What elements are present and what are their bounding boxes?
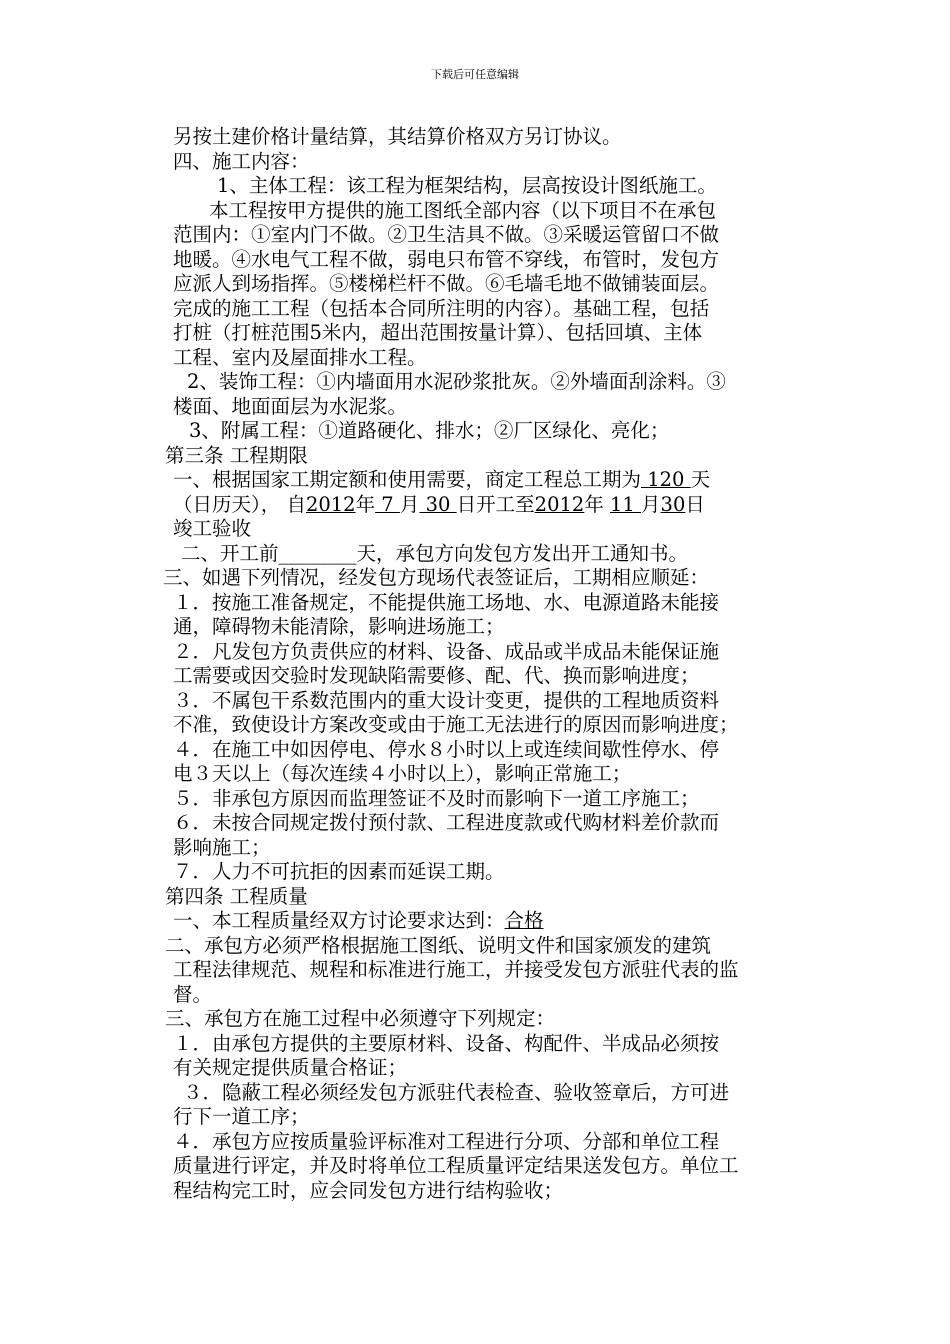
text-line: ４．在施工中如因停电、停水８小时以上或连续间歇性停水、停 <box>173 737 720 761</box>
text-line: 应派人到场指挥。⑤楼梯栏杆不做。⑥毛墙毛地不做铺装面层。 <box>173 272 720 295</box>
text-line: １．由承包方提供的主要原材料、设备、构配件、半成品必须按 <box>173 1031 720 1055</box>
end-year: 2012 <box>534 492 585 516</box>
end-month: 11 <box>610 492 642 516</box>
text-line: 行下一道工序； <box>173 1105 310 1128</box>
text-line: ４．承包方应按质量验评标准对工程进行分项、分部和单位工程 <box>173 1129 720 1153</box>
start-text: 日开工至 <box>456 492 535 516</box>
start-day: 30 <box>419 492 457 516</box>
quality-text: 一、本工程质量经双方讨论要求达到： <box>173 909 505 932</box>
text-line: 二、承包方必须严格根据施工图纸、说明文件和国家颁发的建筑 <box>165 933 712 957</box>
document-body <box>163 125 813 1203</box>
text-line: 不准，致使设计方案改变或由于施工无法进行的原因而影响进度； <box>173 713 739 736</box>
day-char: 日 <box>685 492 705 516</box>
text-line: ６．未按合同规定拨付预付款、工程进度款或代购材料差价款而 <box>173 811 720 834</box>
quality-line <box>173 909 813 934</box>
text-line: 四、施工内容： <box>173 149 310 173</box>
text-line: 三、如遇下列情况，经发包方现场代表签证后，工期相应顺延： <box>163 566 710 589</box>
page-header: 下载后可任意编辑 <box>431 68 519 81</box>
text-line: 竣工验收 <box>173 517 252 540</box>
text-line: 完成的施工工程（包括本合同所注明的内容）。基础工程，包括 <box>173 296 710 320</box>
text-line: 第四条 工程质量 <box>165 884 308 908</box>
text-line: ５．非承包方原因而监理签证不及时而影响下一道工序施工； <box>173 786 700 810</box>
period-unit: 天 <box>690 468 711 491</box>
text-line: ３．不属包干系数范围内的重大设计变更，提供的工程地质资料 <box>173 688 720 712</box>
text-line: 另按土建价格计量结算，其结算价格双方另订协议。 <box>173 125 622 148</box>
total-period-line <box>173 468 813 493</box>
text-line: 工需要或因交验时发现缺陷需要修、配、代、换而影响进度； <box>173 664 700 687</box>
quality-value: 合格 <box>504 909 544 932</box>
contract-text-block-1 <box>165 125 813 468</box>
text-line: 第三条 工程期限 <box>165 443 308 467</box>
text-line: 督。 <box>173 982 213 1006</box>
text-line: 地暖。④水电气工程不做，弱电只布管不穿线，布管时，发包方 <box>173 247 720 271</box>
text-line: 三、承包方在施工过程中必须遵守下列规定： <box>165 1007 556 1030</box>
text-line: 工程、室内及屋面排水工程。 <box>173 345 427 369</box>
text-line: 1、主体工程：该工程为框架结构，层高按设计图纸施工。 <box>217 174 717 197</box>
year-char: 年 <box>584 492 611 516</box>
end-day: 30 <box>660 492 686 516</box>
contract-text-block-3 <box>165 933 813 1204</box>
month-char: 月 <box>399 492 420 516</box>
text-line: 范围内：①室内门不做。②卫生洁具不做。③采暖运管留口不做 <box>173 223 720 246</box>
date-range-line <box>173 493 813 518</box>
text-line: 影响施工； <box>173 835 271 859</box>
start-month: 7 <box>375 492 400 516</box>
text-line: １．按施工准备规定，不能提供施工场地、水、电源道路未能接 <box>173 590 720 614</box>
month-char: 月 <box>641 492 661 516</box>
text-line: 程结构完工时，应会同发包方进行结构验收； <box>173 1178 564 1202</box>
text-line: 3、附属工程：①道路硬化、排水；②厂区绿化、亮化； <box>189 419 670 442</box>
text-line: 电３天以上（每次连续４小时以上），影响正常施工； <box>173 762 632 785</box>
period-text: 一、根据国家工期定额和使用需要，商定工程总工期为 <box>173 468 642 491</box>
text-line: 二、开工前________天，承包方向发包方发出开工通知书。 <box>181 541 689 565</box>
text-line: ７．人力不可抗拒的因素而延误工期。 <box>173 860 505 883</box>
text-line: 质量进行评定，并及时将单位工程质量评定结果送发包方。单位工 <box>173 1154 739 1177</box>
text-line: ２．凡发包方负责供应的材料、设备、成品或半成品未能保证施 <box>173 639 720 663</box>
text-line: 本工程按甲方提供的施工图纸全部内容（以下项目不在承包 <box>209 198 717 222</box>
text-line: 通，障碍物未能清除，影响进场施工； <box>173 615 505 638</box>
text-line: 2、装饰工程：①内墙面用水泥砂浆批灰。②外墙面刮涂料。③ <box>187 370 726 393</box>
text-line: 打桩（打桩范围5米内，超出范围按量计算）、包括回填、主体 <box>173 321 703 344</box>
text-line: 有关规定提供质量合格证； <box>173 1056 408 1079</box>
text-line: ３．隐蔽工程必须经发包方派驻代表检查、验收签章后，方可进 <box>183 1080 730 1104</box>
start-year: 2012 <box>305 492 356 516</box>
text-line: 楼面、地面面层为水泥浆。 <box>173 394 408 418</box>
contract-text-block-2 <box>163 517 813 909</box>
date-text: （日历天）， 自 <box>173 492 306 516</box>
text-line: 工程法律规范、规程和标准进行施工，并接受发包方派驻代表的监 <box>173 958 739 981</box>
year-char: 年 <box>355 492 376 516</box>
total-days-value: 120 <box>641 468 691 491</box>
